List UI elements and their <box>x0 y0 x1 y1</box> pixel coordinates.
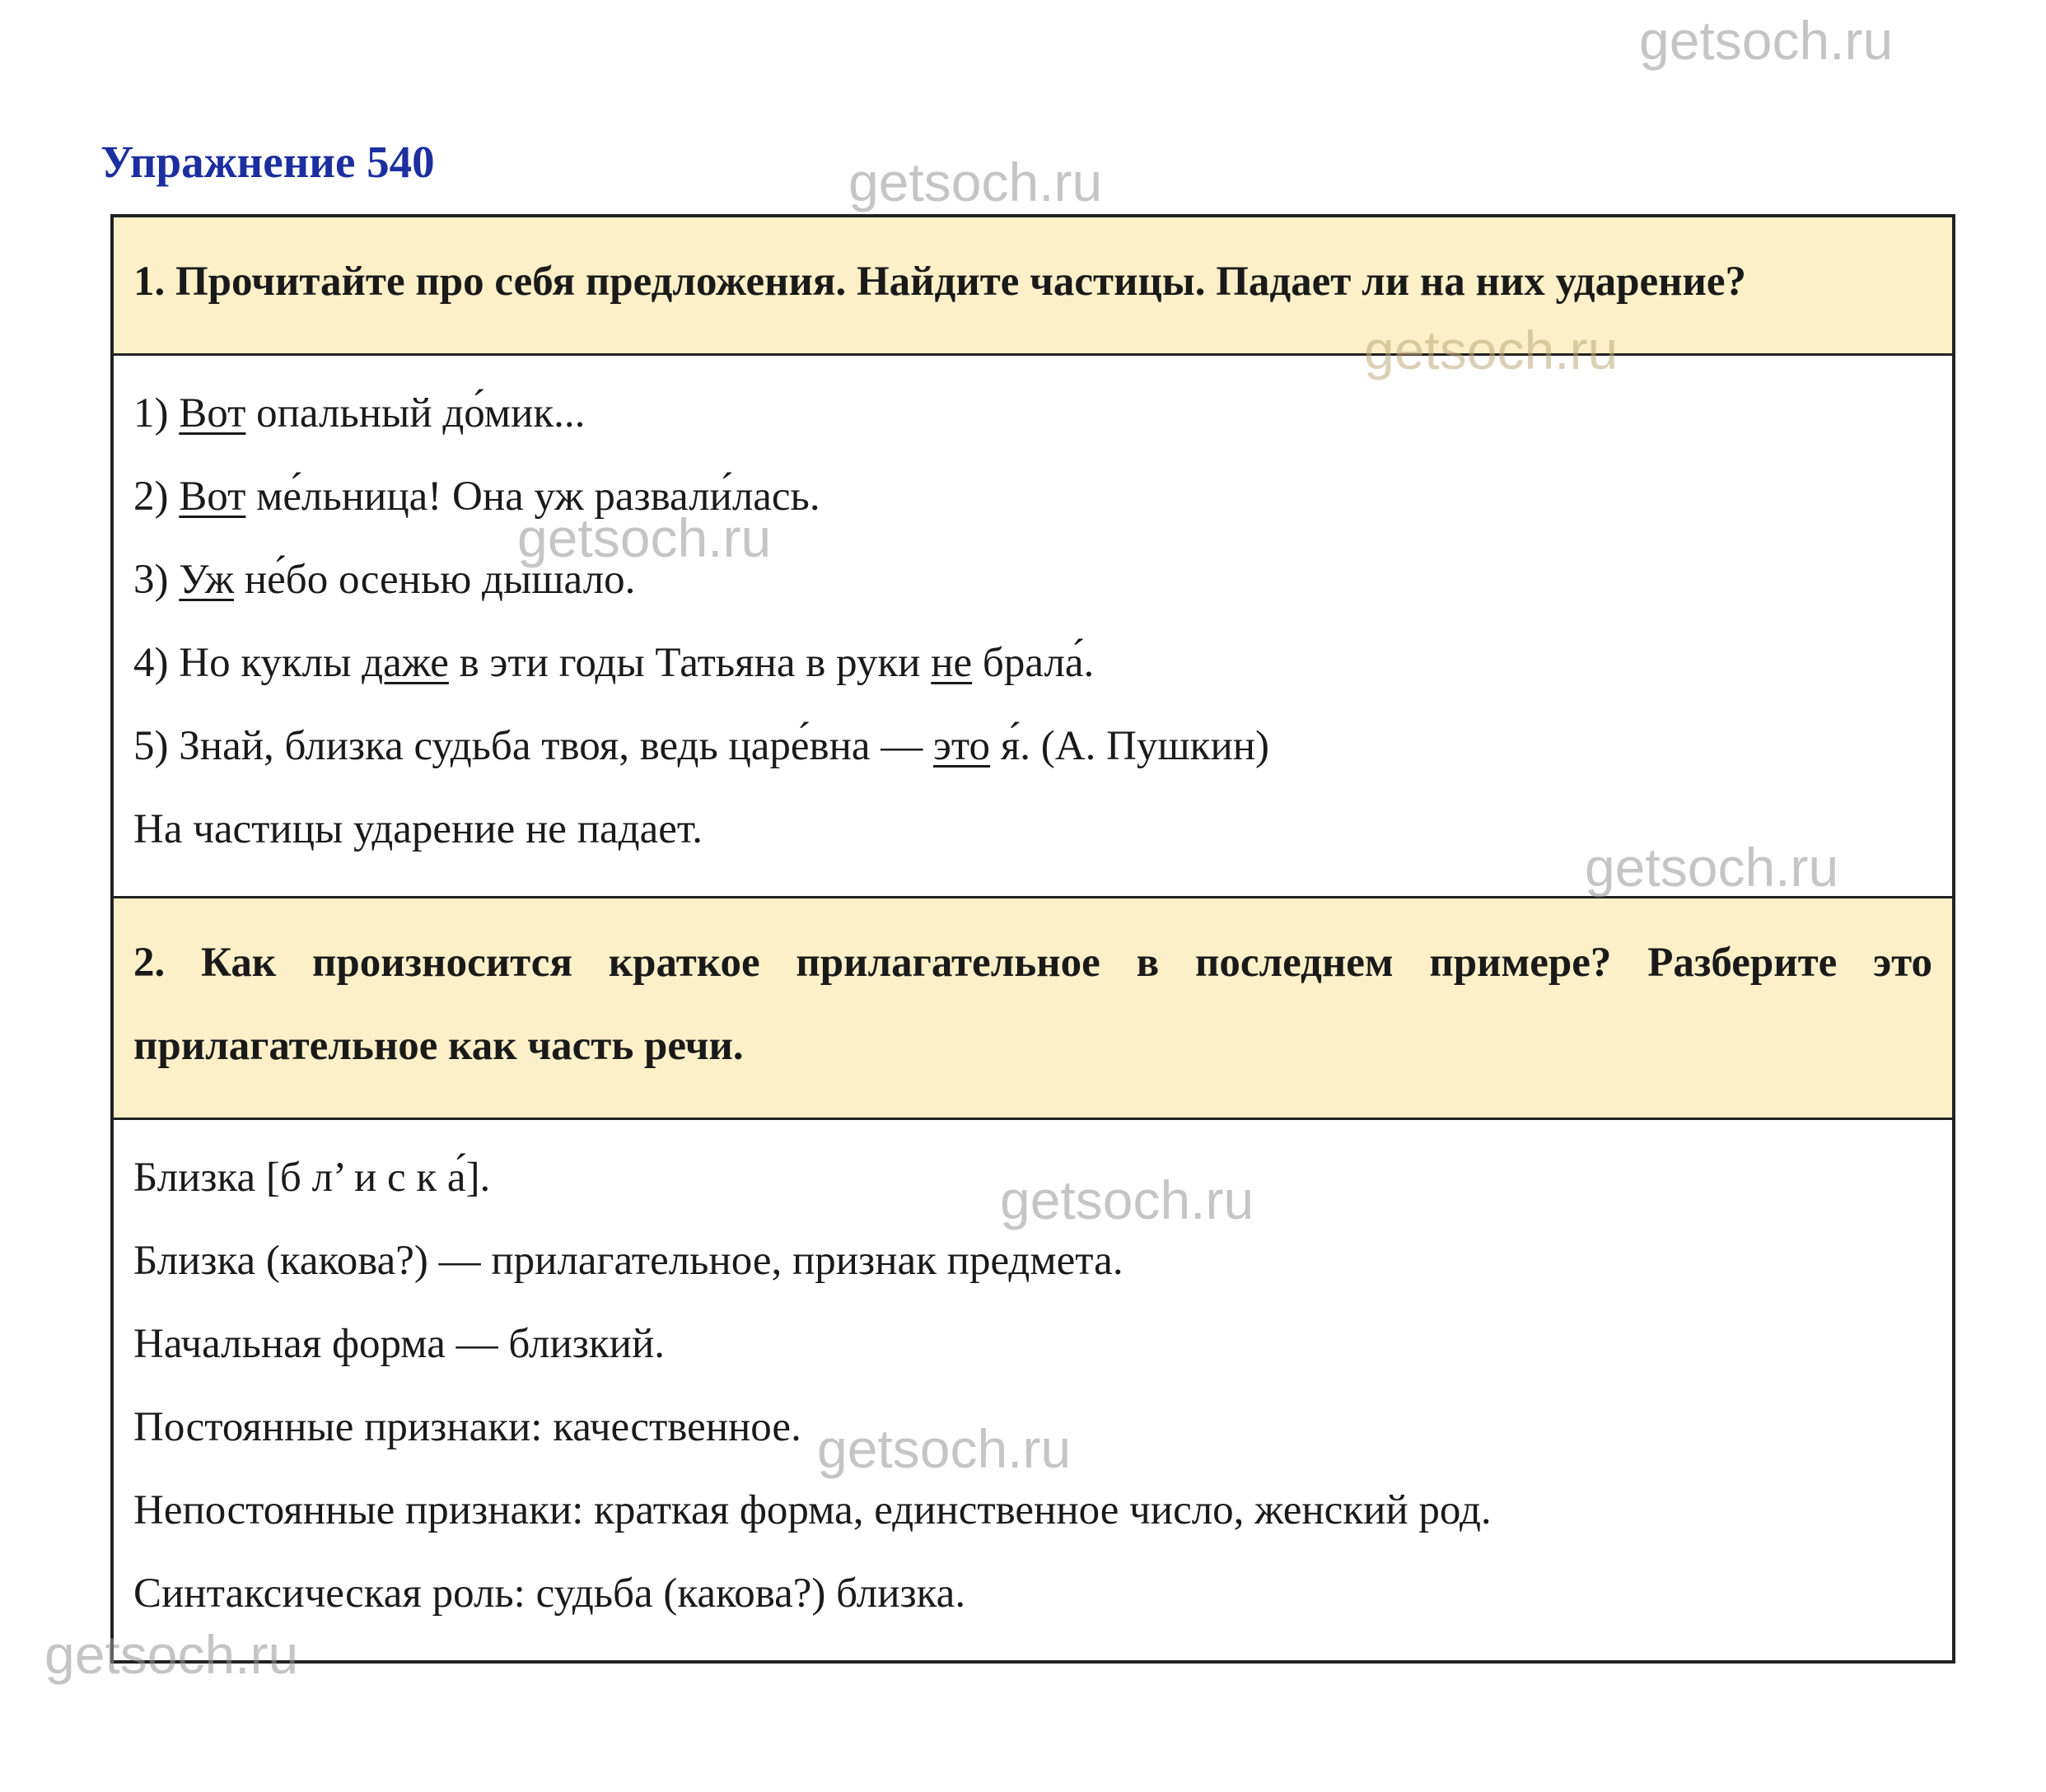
answer-line: Близка (какова?) — прилагательное, признак предмета. <box>133 1238 1123 1284</box>
answer-line <box>133 705 1932 788</box>
answer-line: Начальная форма — близкий. <box>133 1321 666 1367</box>
particle-underlined: не <box>931 640 973 686</box>
answer-line <box>133 455 1932 539</box>
answer-text: 2) <box>133 474 180 520</box>
watermark: getsoch.ru <box>848 152 1103 212</box>
watermark: getsoch.ru <box>1639 10 1894 71</box>
particle-underlined: Вот <box>179 390 246 436</box>
answer-line <box>133 372 1932 455</box>
task2-question: 2. Как произносится краткое прилагательное в последнем примере? Разберите это прилагательное как часть речи. <box>114 898 1952 1120</box>
task2-answer <box>114 1120 1952 1660</box>
answer-line <box>133 539 1932 622</box>
answer-line: Постоянные признаки: качественное. <box>133 1404 801 1450</box>
answer-text: 3) <box>133 557 180 603</box>
answer-line: Близка [б л’ и с к а́]. <box>133 1155 491 1201</box>
watermark: getsoch.ru <box>817 1418 1072 1479</box>
answer-text: в эти годы Татьяна в руки <box>448 640 932 686</box>
particle-underlined: Вот <box>179 474 246 520</box>
watermark: getsoch.ru <box>517 507 772 568</box>
exercise-title: Упражнение 540 <box>100 137 435 187</box>
answer-text: 5) Знай, близка судьба твоя, ведь царе́вна — <box>133 723 934 769</box>
answer-line <box>133 788 1932 871</box>
answer-text: 4) Но куклы <box>133 640 362 686</box>
answer-text: опальный до́мик... <box>245 390 586 436</box>
answer-text: я́. (А. Пушкин) <box>990 723 1270 769</box>
answer-text: На частицы ударение не падает. <box>133 806 703 852</box>
particle-underlined: это <box>933 723 991 769</box>
answer-text: брала́. <box>972 640 1095 686</box>
watermark: getsoch.ru <box>1000 1169 1254 1230</box>
watermark: getsoch.ru <box>44 1624 299 1685</box>
answer-line: Синтаксическая роль: судьба (какова?) близка. <box>133 1570 966 1617</box>
task1-question: 1. Прочитайте про себя предложения. Найдите частицы. Падает ли на них ударение? <box>114 217 1952 356</box>
answer-line: Непостоянные признаки: краткая форма, единственное число, женский род. <box>133 1487 1492 1533</box>
particle-underlined: даже <box>362 640 449 686</box>
particle-underlined: Уж <box>179 557 235 603</box>
answer-text: ме́льница! Она уж развали́лась. <box>245 474 820 520</box>
watermark: getsoch.ru <box>1585 837 1839 898</box>
exercise-table <box>110 214 1955 1664</box>
watermark: getsoch.ru <box>1364 320 1619 380</box>
task1-answer <box>114 356 1952 898</box>
answer-text: 1) <box>133 390 180 436</box>
answer-line <box>133 622 1932 705</box>
answer-text: не́бо осенью дышало. <box>234 557 636 603</box>
